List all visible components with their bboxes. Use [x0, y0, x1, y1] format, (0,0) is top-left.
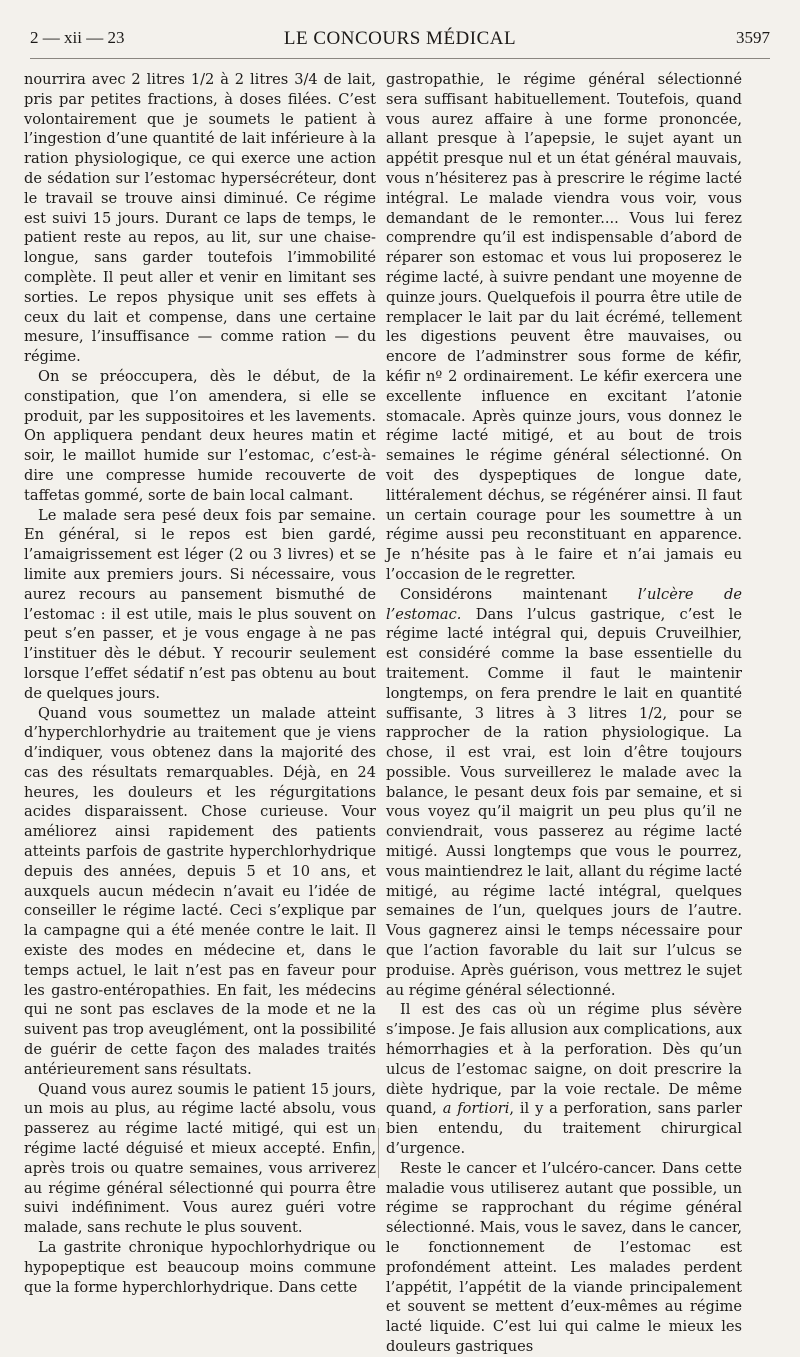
- paragraph-text: Dans l’ulcus gastrique, c’est le régime lacté intégral qui, depuis Cruveilhier, est considéré comme la base essentielle du traitement. Comme il faut le maintenir longtemps, on fera prendre le lait en quantité suffisante, 3 litres à 3 litres 1/2, pour se rapprocher de la ration physiologique. La chose, il est vrai, est loin d’être toujours possible. Vous surveillerez le malade avec la balance, le pesant deux fois par semaine, et si vous voyez qu’il maigrit un peu plus qu’il ne conviendrait, vous passerez au régime lacté mitigé. Aussi longtemps que vous le pourrez, vous maintiendrez le lait, allant du régime lacté mitigé, au régime lacté intégral, quelques semaines de l’un, quelques jours de l’autre. Vous gagnerez ainsi le temps nécessaire pour que l’action favorable du lait sur l’ulcus se produise. Après guérison, vous mettrez le sujet au régime général sélectionné.: [386, 605, 742, 999]
- paragraph: Le malade sera pesé deux fois par semaine. En général, si le repos est bien gardé, l’amaigrissement est léger (2 ou 3 livres) et se limite aux premiers jours. Si nécessaire, vous aurez recours au pansement bismuthé de l’estomac : il est utile, mais le plus souvent on peut s’en passer, et je vous engage à ne pas l’instituer dès le début. Y recourir seulement lorsque l’effet sédatif n’est pas obtenu au bout de quelques jours.: [24, 506, 376, 702]
- paragraph-text: Considérons maintenant: [400, 585, 638, 603]
- paragraph: nourrira avec 2 litres 1/2 à 2 litres 3/4 de lait, pris par petites fractions, à doses filées. C’est volontairement que je soumets le patient à l’ingestion d’une quantité de lait inférieure à la ration physiologique, ce qui exerce une action de sédation sur l’estomac hypersécréteur, dont le travail se trouve ainsi diminué. Ce régime est suivi 15 jours. Durant ce laps de temps, le patient reste au repos, au lit, sur une chaise-longue, sans garder toutefois l’immobilité complète. Il peut aller et venir en limitant ses sorties. Le repos physique unit ses effets à ceux du lait et compense, dans une certaine mesure, l’insuffisance — comme ration — du régime.: [24, 71, 376, 366]
- column-separator: [378, 1128, 379, 1178]
- italic-term: a fortiori: [442, 1100, 510, 1118]
- paragraph: [386, 585, 742, 1001]
- paragraph-text: Il est des cas où un régime plus sévère s’impose. Je fais allusion aux complications, aux hémorrhagies et à la perforation. Dès qu’un ulcus de l’estomac saigne, on doit prescrire la diète hydrique, par la voie rectale. De même quand,: [386, 1001, 742, 1118]
- left-column: [24, 70, 376, 1297]
- right-column: [386, 70, 742, 1357]
- page-number: 3597: [736, 28, 770, 47]
- paragraph: On se préoccupera, dès le début, de la constipation, que l’on amendera, si elle se produit, par les suppositoires et les lavements. On appliquera pendant deux heures matin et soir, le maillot humide sur l’estomac, c’est-à-dire une compresse humide recouverte de taffetas gommé, sorte de bain local calmant.: [24, 367, 376, 504]
- paragraph: gastropathie, le régime général sélectionné sera suffisant habituellement. Toutefois, quand vous aurez affaire à une forme prononcée, allant presque à l’apepsie, le sujet ayant un appétit presque nul et un état général mauvais, vous n’hésiterez pas à prescrire le régime lacté intégral. Le malade viendra vous voir, vous demandant de le remonter.... Vous lui ferez comprendre qu’il est indispensable d’abord de réparer son estomac et vous lui proposerez le régime lacté, à suivre pendant une moyenne de quinze jours. Quelquefois il pourra être utile de remplacer le lait par du lait écrémé, tellement les digestions peuvent être mauvaises, ou encore de l’adminstrer sous forme de kéfir, kéfir nº 2 ordinairement. Le kéfir exercera une excellente influence en excitant l’atonie stomacale. Après quinze jours, vous donnez le régime lacté mitigé, et au bout de trois semaines le régime général sélectionné. On voit des dyspeptiques de longue date, littéralement déchus, se régénérer ainsi. Il faut un certain courage pour les soumettre à un régime aussi peu reconstituant en apparence. Je n’hésite pas à le faire et n’ai jamais eu l’occasion de le regretter.: [386, 71, 742, 583]
- header-rule: [30, 58, 770, 59]
- paragraph-text: , il y a perforation, sans parler bien entendu, du traitement chirurgical d’urgence.: [386, 1100, 742, 1158]
- paragraph: Quand vous aurez soumis le patient 15 jours, un mois au plus, au régime lacté absolu, vous passerez au régime lacté mitigé, qui est un régime lacté déguisé et mieux accepté. Enfin, après trois ou quatre semaines, vous arriverez au régime général sélectionné qui pourra être suivi indéfiniment. Vous aurez guéri votre malade, sans rechute le plus souvent.: [24, 1080, 376, 1237]
- italic-term: l’ulcère de l’estomac.: [386, 585, 742, 623]
- paragraph: [386, 1000, 742, 1158]
- running-header: [30, 28, 770, 52]
- issue-reference: 2 — xii — 23: [30, 28, 125, 47]
- journal-title: LE CONCOURS MÉDICAL: [283, 28, 517, 49]
- paragraph: Reste le cancer et l’ulcéro-cancer. Dans cette maladie vous utiliserez autant que possible, un régime se rapprochant du régime général sélectionné. Mais, vous le savez, dans le cancer, le fonctionnement de l’estomac est profondément atteint. Les malades perdent l’appétit, l’appétit de la viande principalement et souvent se mettent d’eux-mêmes au régime lacté liquide. C’est lui qui calme le mieux les douleurs gastriques: [386, 1159, 742, 1355]
- paragraph: Quand vous soumettez un malade atteint d’hyperchlorhydrie au traitement que je viens d’indiquer, vous obtenez dans la majorité des cas des résultats remarquables. Déjà, en 24 heures, les douleurs et les régurgitations acides disparaissent. Chose curieuse. Vour améliorez ainsi rapidement des patients atteints parfois de gastrite hyperchlorhydrique depuis des années, depuis 5 et 10 ans, et auxquels aucun médecin n’avait eu l’idée de conseiller le régime lacté. Ceci s’explique par la campagne qui a été menée contre le lait. Il existe des modes en médecine et, dans le temps actuel, le lait n’est pas en faveur pour les gastro-entéropathies. En fait, les médecins qui ne sont pas esclaves de la mode et ne la suivent pas trop aveuglément, ont la possibilité de guérir de cette façon des malades traités antérieurement sans résultats.: [24, 704, 376, 1078]
- paragraph: La gastrite chronique hypochlorhydrique ou hypopeptique est beaucoup moins commune que la forme hyperchlorhydrique. Dans cette: [24, 1239, 376, 1296]
